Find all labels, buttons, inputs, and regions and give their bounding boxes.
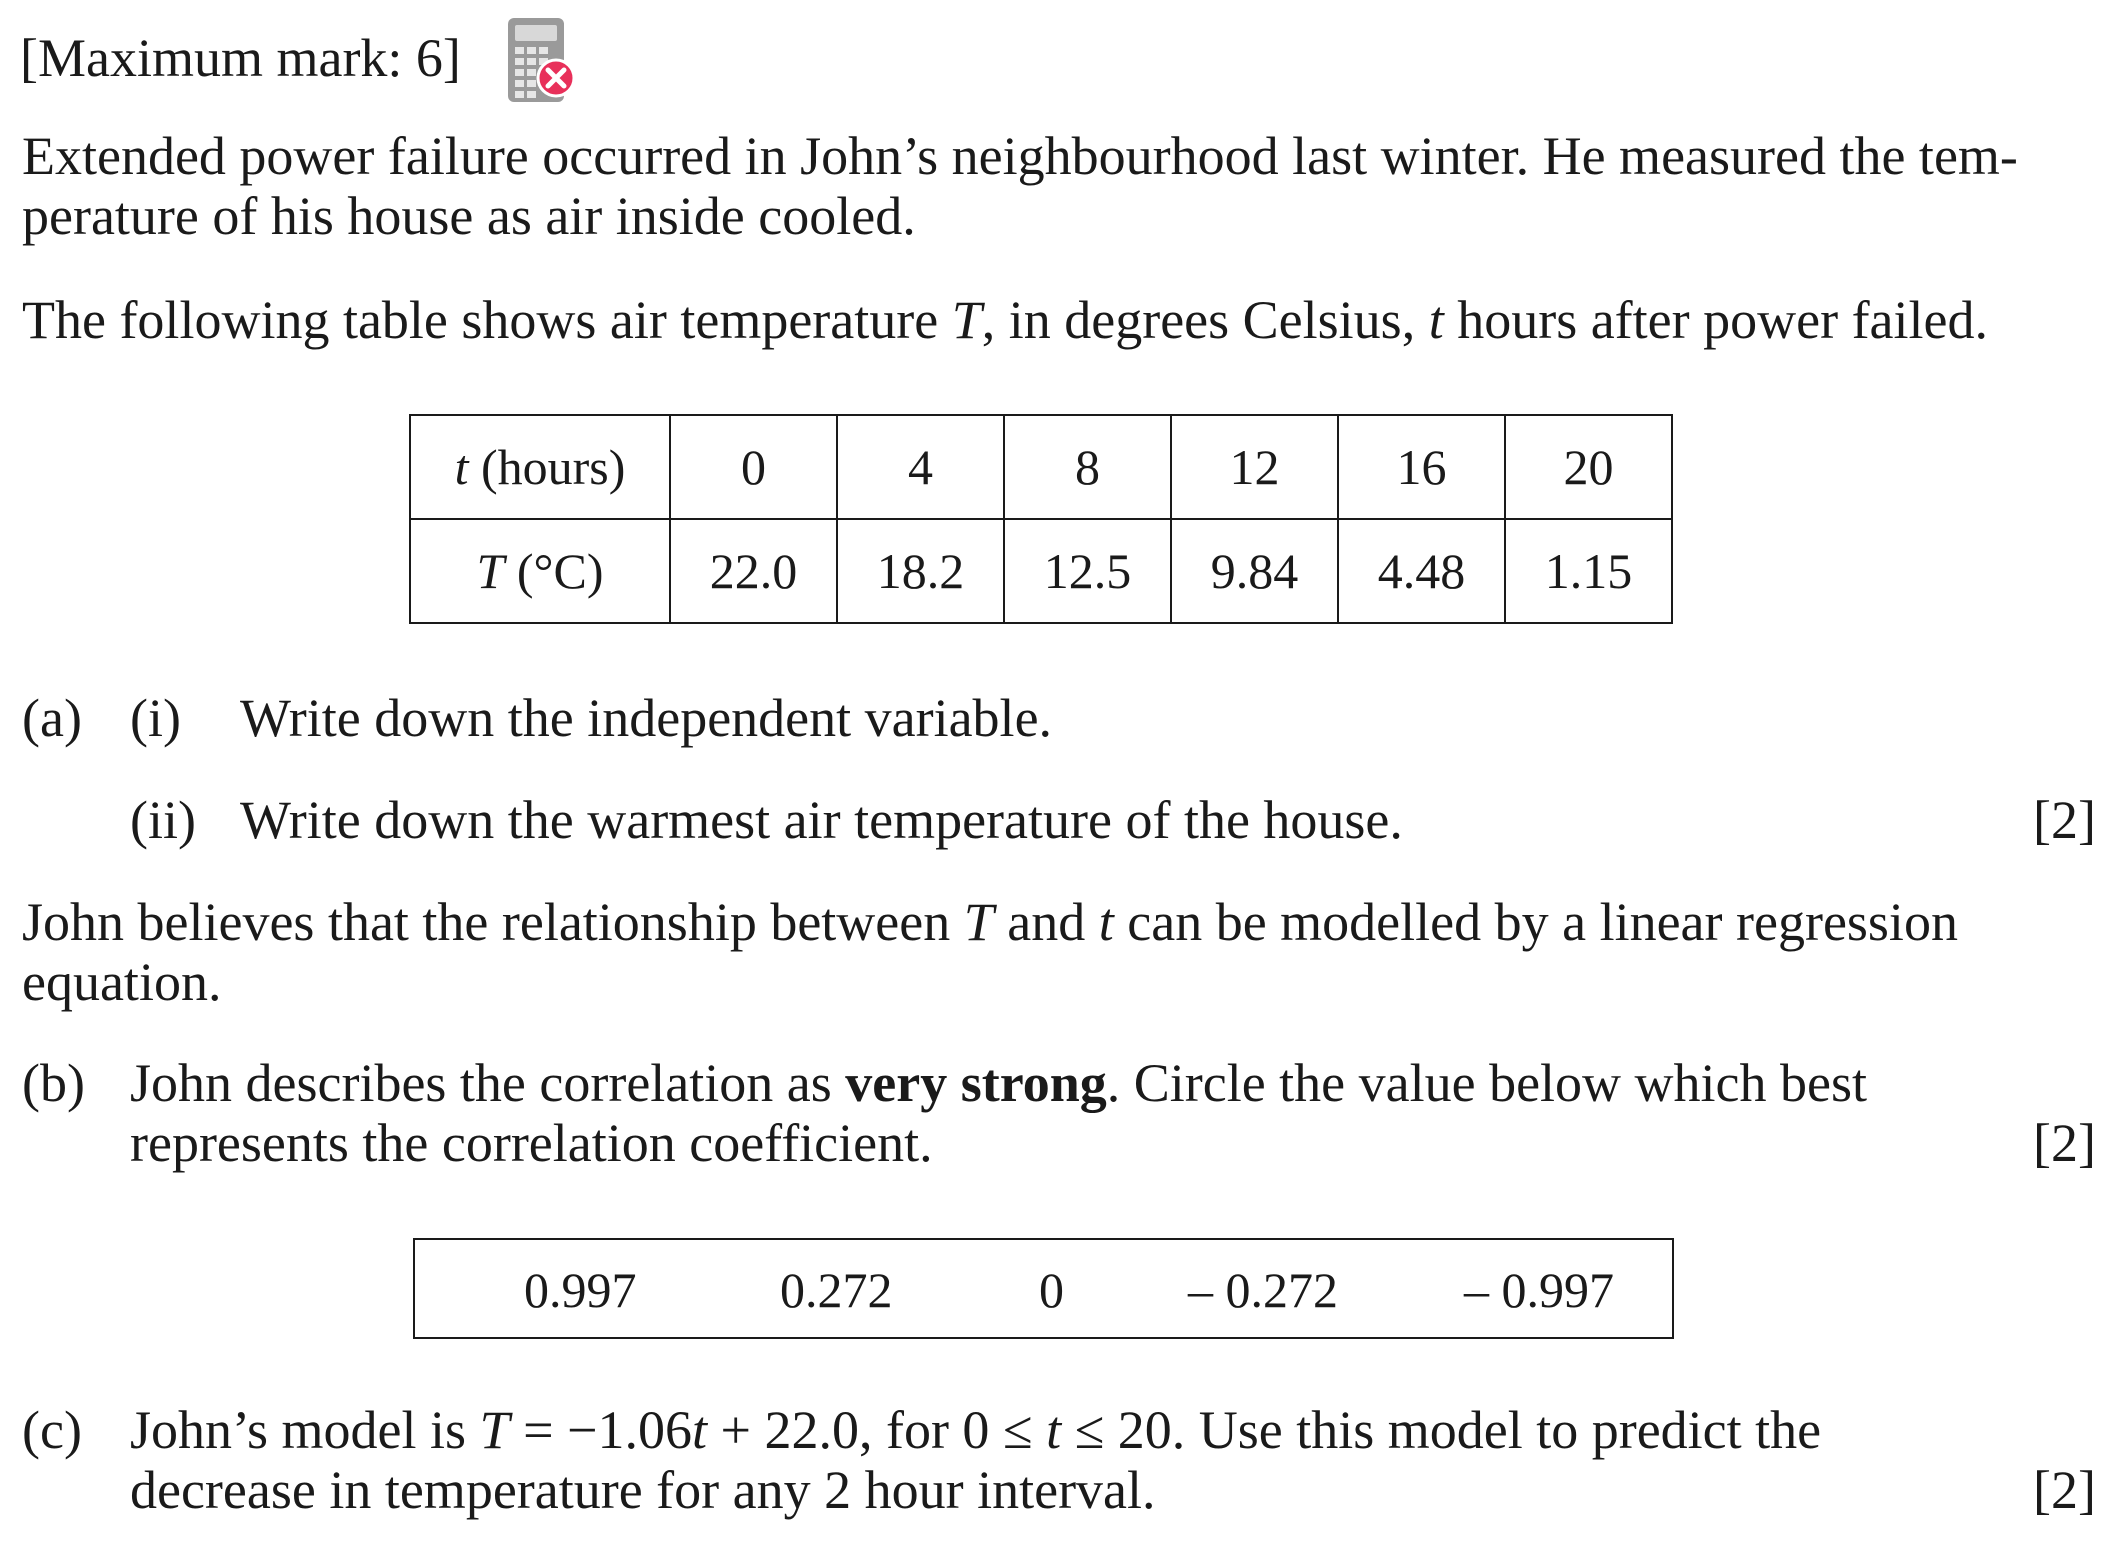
part-a-i-text: Write down the independent variable. bbox=[240, 688, 1053, 748]
part-b-line-2: represents the correlation coefficient. bbox=[130, 1113, 933, 1173]
table-cell: 18.2 bbox=[837, 519, 1004, 623]
temperature-table bbox=[409, 414, 1673, 624]
part-c-line-2: decrease in temperature for any 2 hour interval. bbox=[130, 1460, 1156, 1520]
intro-line-2: perature of his house as air inside cooled. bbox=[22, 186, 916, 246]
part-c-line-1: John’s model is T = −1.06t + 22.0, for 0 ≤ t ≤ 20. Use this model to predict the bbox=[130, 1400, 1822, 1460]
part-a-ii-text: Write down the warmest air temperature of the house. bbox=[240, 790, 1403, 850]
table-cell: 16 bbox=[1338, 415, 1505, 519]
maximum-mark: [Maximum mark: 6] bbox=[20, 28, 461, 88]
table-cell: 0 bbox=[670, 415, 837, 519]
table-cell: 12.5 bbox=[1004, 519, 1171, 623]
part-c-label: (c) bbox=[22, 1400, 82, 1460]
table-cell: 9.84 bbox=[1171, 519, 1338, 623]
calculator-not-allowed-icon bbox=[506, 16, 576, 106]
table-row bbox=[410, 415, 1672, 519]
part-a-i-label: (i) bbox=[130, 688, 181, 748]
table-cell: 4.48 bbox=[1338, 519, 1505, 623]
table-cell: 4 bbox=[837, 415, 1004, 519]
table-cell: 12 bbox=[1171, 415, 1338, 519]
part-c-marks: [2] bbox=[2033, 1460, 2096, 1520]
part-a-marks: [2] bbox=[2033, 790, 2096, 850]
table-intro: The following table shows air temperature T, in degrees Celsius, t hours after power failed. bbox=[22, 290, 1988, 350]
table-cell: 22.0 bbox=[670, 519, 837, 623]
option-neg-0997[interactable]: – 0.997 bbox=[1464, 1262, 1614, 1318]
mid-line-1: John believes that the relationship between T and t can be modelled by a linear regression bbox=[22, 892, 1958, 952]
mid-line-2: equation. bbox=[22, 952, 222, 1012]
correlation-options-box bbox=[413, 1238, 1674, 1339]
part-b-marks: [2] bbox=[2033, 1113, 2096, 1173]
row-label-hours: t (hours) bbox=[410, 415, 670, 519]
part-b-line-1: John describes the correlation as very strong. Circle the value below which best bbox=[130, 1053, 1868, 1113]
option-neg-0272[interactable]: – 0.272 bbox=[1188, 1262, 1338, 1318]
row-label-temperature: T (°C) bbox=[410, 519, 670, 623]
option-0272[interactable]: 0.272 bbox=[780, 1262, 893, 1318]
option-0[interactable]: 0 bbox=[1039, 1262, 1064, 1318]
intro-line-1: Extended power failure occurred in John’s neighbourhood last winter. He measured the tem- bbox=[22, 126, 2018, 186]
part-a-label: (a) bbox=[22, 688, 82, 748]
table-row bbox=[410, 519, 1672, 623]
part-b-label: (b) bbox=[22, 1053, 85, 1113]
part-a-ii-label: (ii) bbox=[130, 790, 196, 850]
option-0997[interactable]: 0.997 bbox=[524, 1262, 637, 1318]
table-cell: 8 bbox=[1004, 415, 1171, 519]
table-cell: 20 bbox=[1505, 415, 1672, 519]
table-cell: 1.15 bbox=[1505, 519, 1672, 623]
